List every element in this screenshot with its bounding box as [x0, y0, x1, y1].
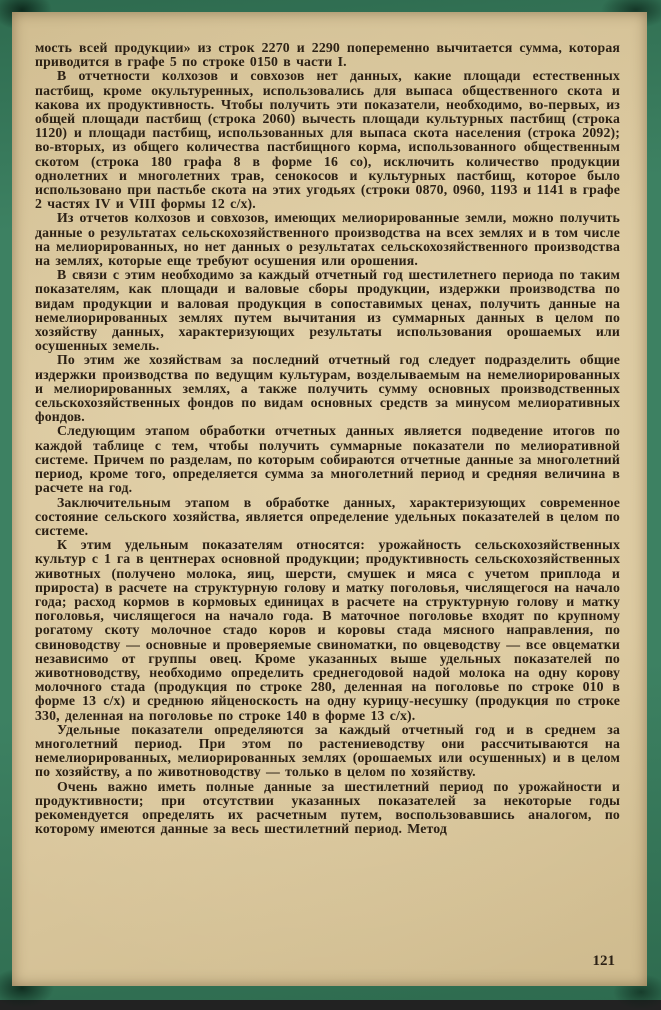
page-text: [35, 41, 620, 836]
paragraph: Следующим этапом обработки отчетных данных является подведение итогов по каждой таблице с тем, чтобы получить суммарные показатели по мелиоративной системе. Причем по разделам, по которым собираются отчетные данные за многолетний период, кроме того, определяется сумма за многолетний период и средняя величина в расчете на год.: [35, 423, 620, 496]
paragraph: По этим же хозяйствам за последний отчетный год следует подразделить общие издержки производства по ведущим культурам, возделываемым на немелиорированных и мелиорированных землях, а также получить сумму основных производственных сельскохозяйственных фондов по видам основных средств за минусом мелиоративных фондов.: [35, 352, 620, 425]
paragraph: В отчетности колхозов и совхозов нет данных, какие площади естественных пастбищ, кроме окультуренных, использовались для выпаса общественного скота и какова их продуктивность. Чтобы получить эти показатели, необходимо, во-первых, из общей площади пастбищ (строка 2060) вычесть площади культурных пастбищ (строка 1120) и площади пастбищ, использованных для выпаса скота населения (строка 2092); во-вторых, из общего количества пастбищного корма, использованного общественным скотом (строка 180 графа 8 в форме 16 со), исключить количество продукции однолетних и многолетних трав, сенокосов и культурных пастбищ, которое было использовано при пастьбе скота на этих угодьях (строки 0870, 0960, 1193 и 1141 в графе 2 частях IV и VIII формы 12 с/х).: [35, 68, 620, 212]
paragraph: Заключительным этапом в обработке данных, характеризующих современное состояние сельского хозяйства, является определение удельных показателей в целом по системе.: [35, 494, 620, 538]
paragraph: Очень важно иметь полные данные за шестилетний период по урожайности и продуктивности; при отсутствии указанных показателей за некоторые годы рекомендуется определять их расчетным путем, воспользовавшись аналогом, по которому имеются данные за весь шестилетний период. Метод: [35, 778, 620, 837]
paragraph: Из отчетов колхозов и совхозов, имеющих мелиорированные земли, можно получить данные о результатах сельскохозяйственного производства на всех землях и в том числе на мелиорированных, но нет данных о результатах сельскохозяйственного производства на землях, которые еще требуют осушения или орошения.: [35, 210, 620, 269]
paragraph: В связи с этим необходимо за каждый отчетный год шестилетнего периода по таким показателям, как площади и валовые сборы продукции, издержки производства по видам продукции и валовая продукция в сопоставимых ценах, получить данные на немелиорированных землях путем вычитания из суммарных данных в целом по хозяйству данных, характеризующих результаты использования орошаемых или осушенных земель.: [35, 267, 620, 354]
paragraph: К этим удельным показателям относятся: урожайность сельскохозяйственных культур с 1 га в центнерах основной продукции; продуктивность сельскохозяйственных животных (получено молока, яиц, шерсти, смушек и мяса с учетом приплода и прироста) в расчете на структурную голову и матку поголовья, числящегося на начало года; расход кормов в кормовых единицах в расчете на структурную голову и матку поголовья, числящегося на начало года. В маточное поголовье входят по крупному рогатому скоту молочное стадо коров и коровы стада мясного направления, по свиноводству — основные и проверяемые свиноматки, по овцеводству — все овцематки независимо от группы овец. Кроме указанных выше удельных показателей по животноводству, необходимо определить среднегодовой надой молока на одну корову молочного стада (продукция по строке 280, деленная на поголовье по строке 010 в форме 13 с/х) и среднюю яйценоскость на одну курицу-несушку (продукция по строке 330, деленная на поголовье по строке 140 в форме 13 с/х).: [35, 537, 620, 723]
paragraph: Удельные показатели определяются за каждый отчетный год и в среднем за многолетний период. При этом по растениеводству они рассчитываются на немелиорированных, мелиорированных землях (орошаемых или осушенных) и в целом по хозяйству, а по животноводству — только в целом по хозяйству.: [35, 721, 620, 780]
page-paper: [12, 12, 647, 986]
paragraph: мость всей продукции» из строк 2270 и 2290 попеременно вычитается сумма, которая приводится в графе 5 по строке 0150 в части I.: [35, 40, 620, 70]
page-number: 121: [592, 953, 615, 969]
